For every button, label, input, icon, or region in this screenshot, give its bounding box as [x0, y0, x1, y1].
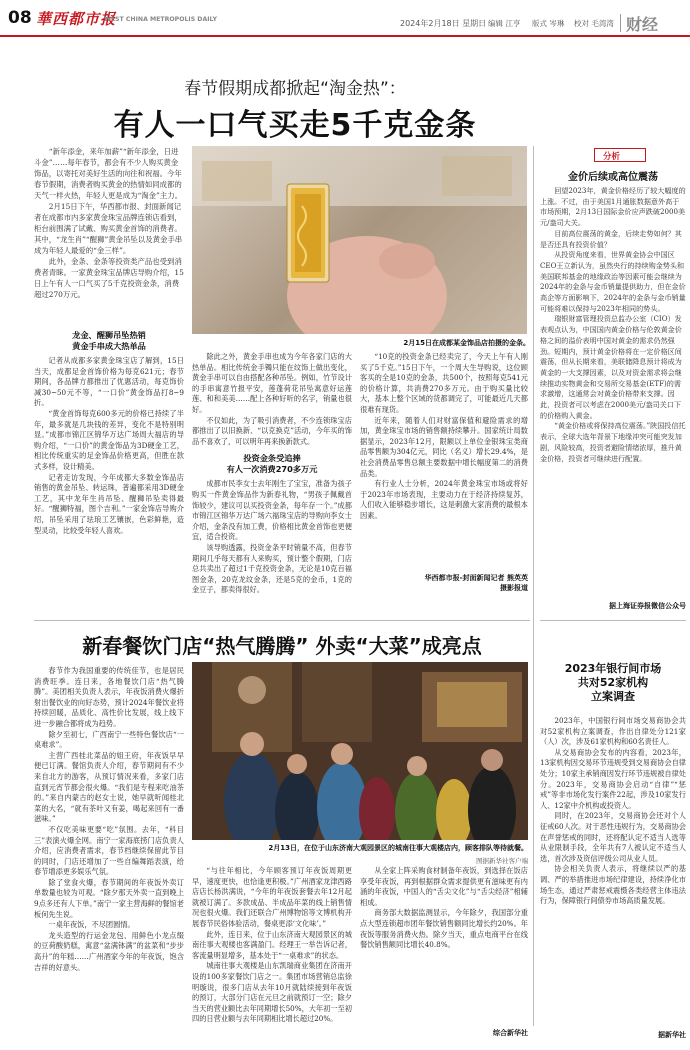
- lead-intro: [34, 146, 184, 326]
- lead-kicker: 春节假期成都掀起“淘金热”：: [184, 79, 406, 99]
- bank-byline: 据新华社: [658, 1031, 686, 1039]
- editor-credit: 编辑 江亨: [488, 19, 521, 28]
- lead-photo: [192, 146, 527, 334]
- lead-photo-caption: 2月15日在成都某金饰品店拍摄的金条。: [403, 339, 530, 347]
- second-photo: [192, 662, 528, 840]
- paper-name: 華西都市报: [36, 10, 117, 28]
- second-body-col2: “与往年相比，今年顾客预订年夜饭周期更早，速度更快，也恰逢更积极。”广州酒家龙津西路店店长杨洪满说，“今年的年夜饭套餐去年12月起就被订满了。多款成品、半成品年菜的线上销售情况也很火爆。我们还联合广州博物馆等文博机构开展春节民俗体验活动，餐桌更添‘文化味’。” 此外，连日来，位于山东济南大观园景区的城南往事大观楼也客满盈门。经理王一举告诉记者，客流量明显增多，基本处于“一桌难求”的状态。 城南往事大观楼是山东凯瑞商业集团在济南开设的100多家餐饮门店之一。集团市场营销总监徐明璇说，很多门店从去年10月就陆续接到年夜饭的预订，大部分门店在元旦之前就预订一空；除夕当天的营业额比去年同期增长50%，大年初一至初四的日营业额与去年同期相比增长超过20%。: [192, 866, 352, 1024]
- proof-credit: 校对 毛湾湾: [574, 19, 614, 28]
- lead-subhead-1: 龙金、醒狮吊坠热销 黄金手串成大热单品: [72, 330, 146, 351]
- masthead: [0, 0, 690, 36]
- lead-byline: 华西都市报-封面新闻记者 熊英英 摄影报道: [424, 574, 528, 592]
- lead-subhead-2: 投资金条受追捧 有人一次消费270多万元: [226, 453, 318, 475]
- sidebar-divider: [540, 620, 686, 621]
- lead-body-col3: “10克的投资金条已经卖完了，今天上午有人刚买了5千克。”15日下午，一个周大生导购说，这位顾客买的全是10克的金条，共500个，按照每克541元的价格计算，共消费270多万元。由于购买量比较大，基本上整个区域的货都调完了，可能最近几天都很难有现货。 近年来，随着人们对财富保值和避险需求的增加，黄金珠宝市场的销售额持续攀升。国家统计局数据显示，2023年12月，限额以上单位金银珠宝类商品零售额为304亿元，同比（名义）增长29.4%，是社会消费品零售总额主要数据中增长幅度第二的消费品类。 有行业人士分析，2024年黄金珠宝市场或将好于2023年市场表现，主要动力在于经济持续复苏，人们收入能够稳步增长，这是刺激大家消费的最根本因素。: [360, 352, 528, 520]
- page-number: 08: [8, 8, 32, 28]
- column-divider: [533, 146, 534, 1026]
- restaurant-queue-image: [192, 662, 528, 840]
- design-credit: 版式 岑琳: [532, 19, 565, 28]
- story-divider: [34, 620, 530, 621]
- second-byline: 综合新华社: [493, 1029, 528, 1037]
- header-rule: [0, 35, 690, 37]
- intro-paragraph: “新年添金，来年加薪”“新年添金，日进斗金”……每年春节，都会有不少人购买黄金饰品，以寄托对美好生活的向往和祝福。今年春节假期，消费者购买黄金的热情如同成都的天气一样火热，年轻人更是成为“淘金”主力。: [34, 147, 182, 200]
- lead-body-col1: 记者从成都多家黄金珠宝店了解到，15日当天，成都足金首饰价格为每克621元；春节期间，各品牌方都推出了优惠活动，每克饰价减30~50元不等，“一口价”黄金饰品打8~9折。 “黄金首饰每克600多元的价格已持续了半年，最多就是几块钱的差异，变化不是特别明显。”成都市锦江区锦华万达广场周大福店的导购介绍，“一口价”的黄金饰品为3D硬金工艺，相比传统重实的足金饰品价格更高，但胜在款式多样，设计精美。 记者走访发现，今年成都大多数金饰品店销售的黄金吊坠、转运珠，普遍都采用3D硬金工艺，其中龙年生肖吊坠、醒狮吊坠卖得最好。“醒狮特福，图个吉利。”一家金饰店导购介绍，吊坠采用了珐琅工艺镶嵌，色彩鲜艳，造型灵动，比较受年轻人喜欢。: [34, 356, 184, 535]
- paper-subtitle: WEST CHINA METROPOLIS DAILY: [104, 16, 217, 23]
- analysis-label: 分析: [603, 152, 621, 162]
- intro-paragraph: 此外，金条、金条等投资类产品也受到消费者青睐。一家黄金珠宝品牌店导购介绍，15日上午有人一口气买了5千克投资金条，消费超过270万元。: [34, 257, 184, 299]
- intro-paragraph: 2月15日下午，华西都市报、封面新闻记者在成都市内多家黄金珠宝品牌连锁店看到，柜台前围满了试戴、购买黄金首饰的消费者。其中，“龙生肖”“醒狮”黄金吊坠以及黄金手串成为年轻人最爱的“金三样”。: [34, 202, 183, 255]
- lead-body-col2: 除此之外，黄金手串也成为今年各家门店的大热单品。相比传统金手镯只能在纹饰上做出变化，黄金手串可以自由搭配各种吊坠。例如，竹节设计的手串寓意竹报平安，莲蓬荷花吊坠寓意好运莲莲、和和美美……配上各种好听的名字，销量也很好。 不仅如此，为了吸引消费者，不少连锁珠宝店都推出了以旧换新、“以克换克”活动，今年买的饰品不喜欢了，可以明年再来换新款式。 投资金条受追捧 有人一次消费270多万元 成都市民李女士去年刚生了宝宝，准备为孩子购买一件黄金饰品作为新春礼物，“男孩子佩戴首饰较少，建议可以买投资金条，每年存一个。”成都市锦江区锦华万达广场六福珠宝店的导购向李女士介绍，金条没有加工费，价格相比黄金首饰也更便宜，适合投资。 该导购透露，投资金条平时销量不高，但春节期间几乎每天都有人来购买，预计整个假期，门店总共卖出了超过1千克投资金条，无论是10克百福图金条，20克龙纹金条，还是5克的金币，1克的金豆子，都卖得很好。: [192, 352, 352, 595]
- bank-body: 2023年，中国银行间市场交易商协会共对52家机构立案调查，作出自律处分121家（人）次，涉及61家机构和60名责任人。 从交易商协会发布的内容看，2023年，13家机构因交易环节违规受到交易商协会自律处分；10家主承销商因发行环节违规被自律处分。2023年，交易商协会启动“自律”“惩戒”等非市场化发行案件22起，涉及10家发行人、12家中介机构或投资人。 同时，在2023年，交易商协会还对个人征戒60人次。对于恶性违规行为，交易商协会在声誉惩戒的同时，还将配认定不适当人选等从业限制手段，全年共有7人被认定不适当人选，首次涉及资信评级公司从业人员。 协会相关负责人表示，将继续以严的基调、严的举措推进市场纪律建设，持续净化市场生态，通过严肃惩戒震慑各类经营主体违法行为，保障银行间债券市场高质量发展。: [540, 716, 686, 906]
- header-separator: [620, 14, 621, 32]
- gold-bar-in-hand-image: [192, 146, 527, 334]
- bank-headline: 2023年银行间市场 共对52家机构 立案调查: [564, 662, 662, 703]
- second-headline: 新春餐饮门店“热气腾腾” 外卖“大菜”成亮点: [82, 634, 482, 658]
- analysis-body: 回望2023年，黄金价格经历了较大幅度的上涨。不过，由于美国1月通胀数据意外高于市场预期，2月13日国际金价应声跌破2000美元/盎司大关。 目前高位震荡的黄金，后续走势如何？其是否还具有投资价值？ 从投资角度来看，世界黄金协会中国区CEO王立新认为，虽然央行的持续购金势头和美国联邦基金的地缘政治等因素可能会继续为2024年的金条与金币销量提供助力，但在金价高企等方面影响下，2024年的金条与金币销量可能将难以保持与2023年相同的势头。 瑞银财富管理投资总监办公室（CIO）发表观点认为，中国国内黄金价格与伦敦黄金价格之间的溢价表明中国对黄金的需求仍然强劲。短期内，预计黄金价格将在一定价格区间震荡，但从长期来看，美联储降息预计将成为黄金的一大支撑因素，以及对资金需求将会继续推动实物黄金和交易所交易基金(ETF)的需求激增，这通常会对黄金价格带来支撑。因此，投资者可以考虑在2000美元/盎司关口下的价格购入黄金。 “黄金价格或将保持高位震荡。”陕国投信托表示，全球大选年背景下地缘冲突可能突发加剧，风险较高，投资者避险情绪浓厚，推升黄金价格，投资者可继续进行配置。: [540, 186, 686, 463]
- analysis-byline: 据上海证券报微信公众号: [609, 602, 686, 610]
- section-name: 财经: [626, 15, 659, 34]
- analysis-title: 金价后续或高位震荡: [568, 172, 658, 183]
- analysis-label-box: [594, 148, 646, 162]
- second-body-col1: 春节作为我国重要的传统佳节，也是居民消费旺季。连日来，各地餐饮门店“热气腾腾”。美团相关负责人表示，年夜饭消费火爆折射出餐饮业的向好态势，预计2024年餐饮业将持续回暖，品质化、高性价比发展，线上线下进一步融合都将成为趋势。 除夕至初七，广西南宁一些特色餐饮店“一桌难求”。 主营广西桂北菜品的姐王府，年夜饭早早便已订满。餐馆负责人介绍，春节期间有不少来自北方的游客，从预订情况来看，多家门店直到元宵节都会很火爆。“我们是专程来吃油茶的。”来自内蒙古的赵女士说，她早就听闻桂北菜的大名，“就有茶叶又有姜，喝起来回有一番滋味。” 不仅吃美味更要“吃”氛围。去年，“科目三”表演火爆全网。南宁一家海底捞门店负责人介绍，应消费者需求，春节档继续保留此节目的同时，门店还增加了一些自编舞蹈表演，给春节增添更多娱乐气氛。 除了堂食火爆，春节期间的年夜饭外卖订单数量也较为可观。“除夕那天外卖一直到晚上9点多还有人下单。”南宁一家主营海鲜的餐馆老板何先生说。 一桌年夜饭，不尽团圆情。 龙头造型的行运金龙包、用鲜色小龙点缀的豆荷酸奶糕，寓意“盆满钵满”的盆菜和“步步高升”的年糕……广州酒家今年的年夜饭，饱含吉祥的好意头。: [34, 666, 184, 972]
- second-photo-credit: 图据新华社客户端: [476, 857, 528, 865]
- second-photo-caption: 2月13日，在位于山东济南大观园景区的城南往事大观楼店内，顾客排队等待就餐。: [268, 844, 528, 852]
- lead-headline: 有人一口气买走5千克金条: [113, 108, 477, 143]
- date-line: 2024年2月18日 星期日: [400, 19, 487, 28]
- second-body-col3: 从全家上阵采购食材制备年夜饭，到选择在饭店享受年夜饭，再到根据群众需求提供更有滋味更有内涵的年夜饭，中国人的“舌尖文化”与“舌尖经济”相辅相成。 商务部大数据监测显示，今年除夕，我国部分重点大型连锁超市团年餐饮销售额同比增长约20%。年夜饭等服务消费火热。除夕当天，重点电商平台在线餐饮销售额同比增长40.8%。: [360, 866, 528, 950]
